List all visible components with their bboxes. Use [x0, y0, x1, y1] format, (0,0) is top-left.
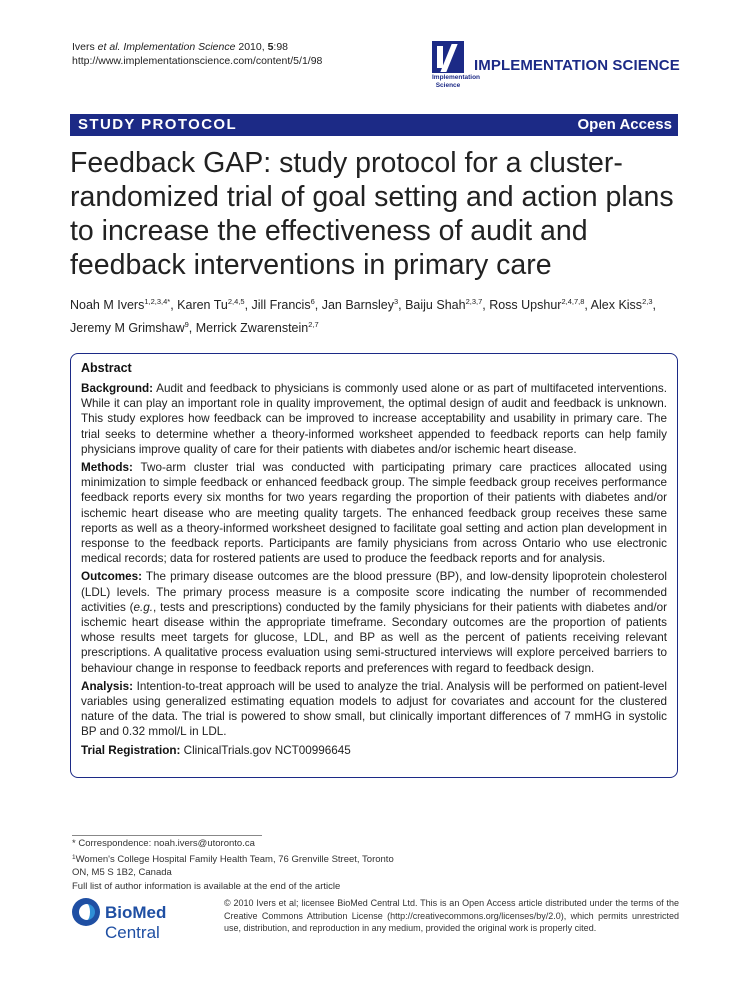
abstract-analysis: Analysis: Intention-to-treat approach will be used to analyze the trial. Analysis will be performed on patient-level variables using generalized estimating equation models to adjust for covariates and account for the clustered nature of the data. The trial is powered to show small, but clinically important differences of 7 mmHG in systolic BP and 0.32 mmol/L in LDL. [81, 679, 667, 739]
author-affiliation: 6 [310, 297, 315, 306]
abstract-heading: Abstract [81, 361, 132, 375]
article-type: STUDY PROTOCOL [78, 116, 238, 133]
author-name: Jan Barnsley [321, 298, 394, 312]
article-title: Feedback GAP: study protocol for a cluster-randomized trial of goal setting and action plans to increase the effectiveness of audit and feedback interventions in primary care [70, 147, 674, 281]
open-access-label: Open Access [577, 116, 672, 133]
biomed-central-logo [72, 896, 212, 942]
cite-article: :98 [273, 41, 289, 53]
full-author-info-note: Full list of author information is available at the end of the article [72, 880, 341, 892]
correspondence[interactable]: * Correspondence: noah.ivers@utoronto.ca [72, 838, 255, 849]
author-name: Noah M Ivers [70, 298, 145, 312]
author-affiliation: 1,2,3,4* [144, 297, 171, 306]
author-affiliation: 2,4,7,8 [561, 297, 585, 306]
abstract-methods: Methods: Two-arm cluster trial was conducted with participating primary care practices allocated using minimization to simple feedback or enhanced feedback group. The simple feedback group receives performance feedback reports every six months for two years regarding the proportion of their patients with diabetes and/or ischemic heart disease who are meeting quality targets. The enhanced feedback group receives these same reports as well as a theory-informed worksheet designed to facilitate goal setting and action plan development in response to the feedback reports. Participants are family physicians from across Ontario who use electronic medical records; data for rostered patients are used to produce the feedback reports and for analysis. [81, 461, 667, 566]
footnote-divider [72, 835, 262, 836]
author-name: Alex Kiss [590, 298, 643, 312]
author-name: Jeremy M Grimshaw [70, 321, 185, 335]
author-name: Karen Tu [177, 298, 228, 312]
cite-volume: 5 [267, 41, 274, 53]
biomed-central-icon [72, 898, 100, 926]
author-affiliation: 2,3 [642, 297, 653, 306]
footnotes [72, 837, 394, 893]
author-affiliation: 9 [184, 320, 189, 329]
journal-logo-sub: Implementation Science [432, 74, 481, 89]
author-affiliation: 2,3,7 [465, 297, 483, 306]
journal-logo-name: IMPLEMENTATION SCIENCE [474, 57, 680, 74]
author-list: Noah M Ivers$^{1,2,3,4*}$, Karen Tu$^{2,4,5}$, Jill Francis$^6$, Jan Barnsley$^3$, Baiju Shah$^{2,3,7}$, Ross Upshur$^{2,4,7,8}$, Alex Kiss$^{2,3}$, Jeremy M Grimshaw$^9$, Merrick Zwarenstein$^{2,7}$ [70, 297, 656, 335]
abstract-background: Background: Audit and feedback to physicians is commonly used alone or as part of multifaceted interventions. While it can play an important role in quality improvement, the optimal design of audit and feedback is unknown. This study explores how feedback can be improved to increase acceptability and usability in primary care. The trial seeks to determine whether a theory-informed worksheet appended to feedback reports can help family physicians improve quality of care for their patients with diabetes and/or ischemic heart disease. [81, 382, 667, 456]
abstract-trial-registration: Trial Registration: ClinicalTrials.gov NCT00996645 [81, 743, 351, 757]
author-affiliation: 2,4,5 [227, 297, 245, 306]
cite-author: Ivers [72, 41, 95, 53]
citation-line [72, 40, 288, 55]
abstract-outcomes: Outcomes: The primary disease outcomes are the blood pressure (BP), and low-density lipoprotein cholesterol (LDL) levels. The primary process measure is a composite score indicating the number of recommended activities (e.g., tests and prescriptions) conducted by the family physicians for their patients with diabetes and/or ischemic heart disease within the appropriate timeframe. Secondary outcomes are the proportion of patients whose results meet targets for glucose, LDL, and BP as well as the percent of patients receiving relevant prescriptions. A qualitative process evaluation using semi-structured interviews will explore perceived barriers to behaviour change in response to feedback reports and preferences with regard to feedback design. [81, 570, 667, 675]
journal-logo-icon [432, 41, 464, 73]
abstract-box [70, 353, 678, 778]
affiliation-1: $^1$Women's College Hospital Family Health Team, 76 Grenville Street, Toronto [72, 853, 394, 865]
cite-etal: et al. [94, 41, 121, 53]
author-affiliation: 2,7 [308, 320, 319, 329]
author-name: Jill Francis [251, 298, 311, 312]
affiliation-1-cont: ON, M5 S 1B2, Canada [72, 867, 172, 878]
license-text: © 2010 Ivers et al; licensee BioMed Central Ltd. This is an Open Access article distributed under the terms of the Creative Commons Attribution License (http://creativecommons.org/licenses/by/2.0), which permits unrestricted use, distribution, and reproduction in any medium, provided the original work is properly cited. [224, 898, 679, 933]
author-name: Baiju Shah [405, 298, 466, 312]
article-type-banner [70, 114, 678, 136]
author-affiliation: 3 [393, 297, 399, 306]
cite-journal: Implementation Science [123, 41, 236, 53]
cite-year: 2010, [238, 41, 265, 53]
author-name: Ross Upshur [489, 298, 562, 312]
author-name: Merrick Zwarenstein [195, 321, 309, 335]
journal-logo [432, 41, 682, 93]
article-url[interactable]: http://www.implementationscience.com/content/5/1/98 [72, 55, 323, 67]
biomed-central-name: BioMed Central [105, 903, 167, 942]
